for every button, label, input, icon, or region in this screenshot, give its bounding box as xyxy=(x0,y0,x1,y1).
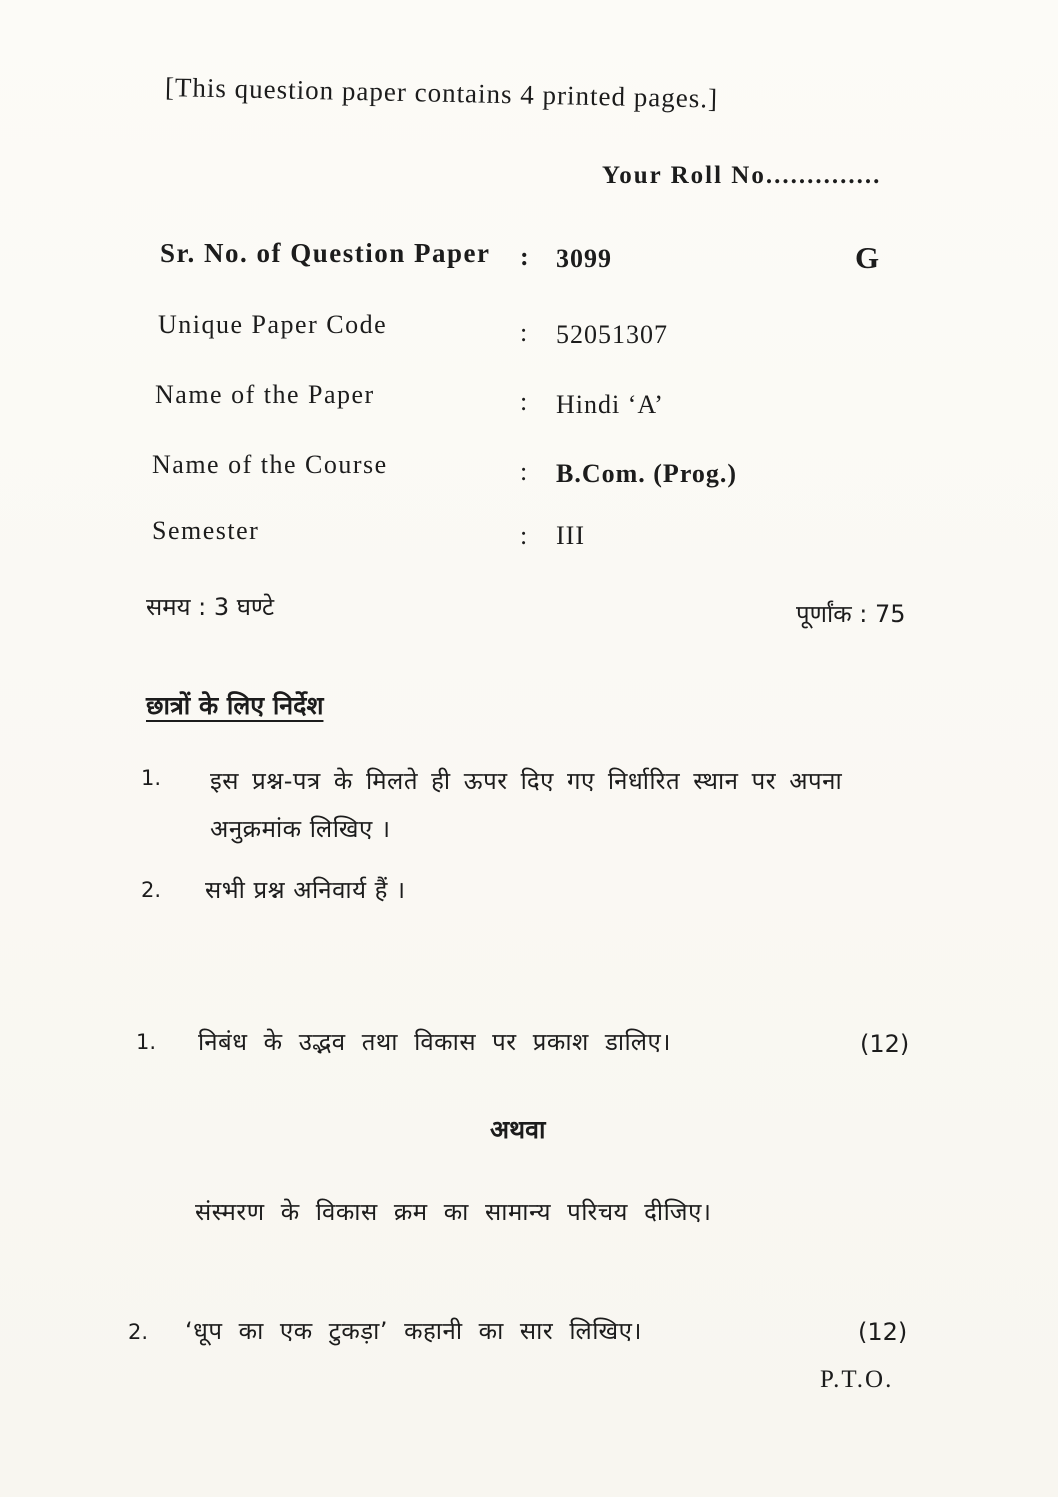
question-marks: (12) xyxy=(860,1030,910,1058)
instruction-text: सभी प्रश्न अनिवार्य हैं । xyxy=(205,876,406,904)
unique-code-label: Unique Paper Code xyxy=(158,310,388,339)
question-text: ‘धूप का एक टुकड़ा’ कहानी का सार लिखिए। xyxy=(185,1317,643,1345)
set-code: G xyxy=(855,240,880,275)
question-number: 2. xyxy=(128,1320,149,1344)
semester-value: III xyxy=(556,521,585,550)
course-name-colon: : xyxy=(520,457,528,486)
question-marks: (12) xyxy=(858,1318,908,1346)
paper-name-value: Hindi ‘A’ xyxy=(556,390,664,419)
paper-name-label: Name of the Paper xyxy=(155,380,375,409)
semester-label: Semester xyxy=(152,516,260,545)
sr-no-value: 3099 xyxy=(556,244,612,273)
maximum-marks: पूर्णांक : 75 xyxy=(796,600,906,628)
semester-colon: : xyxy=(520,521,528,550)
please-turn-over: P.T.O. xyxy=(820,1366,894,1393)
unique-code-colon: : xyxy=(520,318,528,347)
question-text: निबंध के उद्भव तथा विकास पर प्रकाश डालिए। xyxy=(198,1028,671,1056)
sr-no-label: Sr. No. of Question Paper xyxy=(160,238,491,268)
roll-number-field: Your Roll No.............. xyxy=(602,162,882,189)
sr-no-colon: : xyxy=(520,242,529,271)
exam-duration: समय : 3 घण्टे xyxy=(146,593,275,621)
unique-code-value: 52051307 xyxy=(556,320,668,349)
page-count-note: [This question paper contains 4 printed pages.] xyxy=(164,72,719,114)
question-number: 1. xyxy=(136,1030,157,1054)
instructions-heading: छात्रों के लिए निर्देश xyxy=(146,691,324,720)
course-name-label: Name of the Course xyxy=(152,450,388,479)
instruction-text: इस प्रश्न-पत्र के मिलते ही ऊपर दिए गए निर्धारित स्थान पर अपना xyxy=(210,767,843,795)
alternative-question-text: संस्मरण के विकास क्रम का सामान्य परिचय दीजिए। xyxy=(195,1198,712,1226)
or-separator: अथवा xyxy=(490,1115,546,1144)
paper-name-colon: : xyxy=(520,387,528,416)
instruction-text-continued: अनुक्रमांक लिखिए । xyxy=(210,815,391,843)
instruction-number: 1. xyxy=(141,766,162,790)
course-name-value: B.Com. (Prog.) xyxy=(556,459,738,488)
instruction-number: 2. xyxy=(141,878,162,902)
